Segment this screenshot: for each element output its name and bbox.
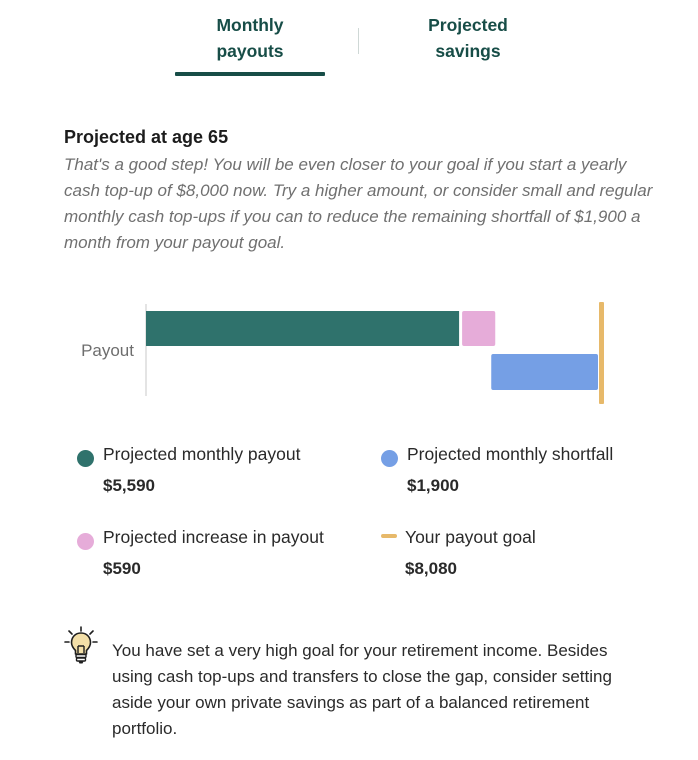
payout-chart [0,296,698,412]
shortfall-dot-icon [381,450,398,467]
payout-dot-icon [77,450,94,467]
tab-projected-savings[interactable] [393,12,543,64]
projection-heading: Projected at age 65 [64,127,229,147]
legend-payout-label: Projected monthly payout [103,444,301,464]
tab-projected-savings-line2: savings [435,41,501,61]
legend-goal-value: $8,080 [405,559,457,578]
tab-bar [0,0,698,80]
legend-goal-label: Your payout goal [405,527,536,547]
legend-payout-value: $5,590 [103,476,155,495]
tab-monthly-payouts[interactable] [175,12,325,64]
lightbulb-icon [64,626,100,666]
projection-message: That's a good step! You will be even closer to your goal if you start a yearly cash top-up of $8,000 now. Try a higher amount, or consider small and regular monthly cash top-ups if you can to reduce the remaining shortfall of $1,900 a month from your payout goal. [64,155,653,252]
bar-projected-increase [462,311,495,346]
tab-divider [358,28,359,54]
tab-monthly-payouts-line1: Monthly [216,15,284,35]
legend-increase-value: $590 [103,559,141,578]
payout-chart-svg [0,296,698,412]
tab-monthly-payouts-line2: payouts [216,41,284,61]
goal-dash-icon [381,534,397,538]
legend-shortfall-value: $1,900 [407,476,459,495]
bar-projected-monthly-payout [146,311,459,346]
increase-dot-icon [77,533,94,550]
tip-text: You have set a very high goal for your retirement income. Besides using cash top-ups and transfers to close the gap, consider setting aside your own private savings as part of a balanced retirement portfolio. [112,641,612,738]
payout-goal-line [599,302,604,404]
legend-shortfall-label: Projected monthly shortfall [407,444,614,464]
legend-increase-label: Projected increase in payout [103,527,324,547]
tip-box [64,626,674,746]
y-category-label: Payout [81,341,134,360]
active-tab-indicator [175,72,325,76]
bar-projected-shortfall [491,354,598,390]
tab-projected-savings-line1: Projected [428,15,508,35]
chart-legend [0,440,698,590]
